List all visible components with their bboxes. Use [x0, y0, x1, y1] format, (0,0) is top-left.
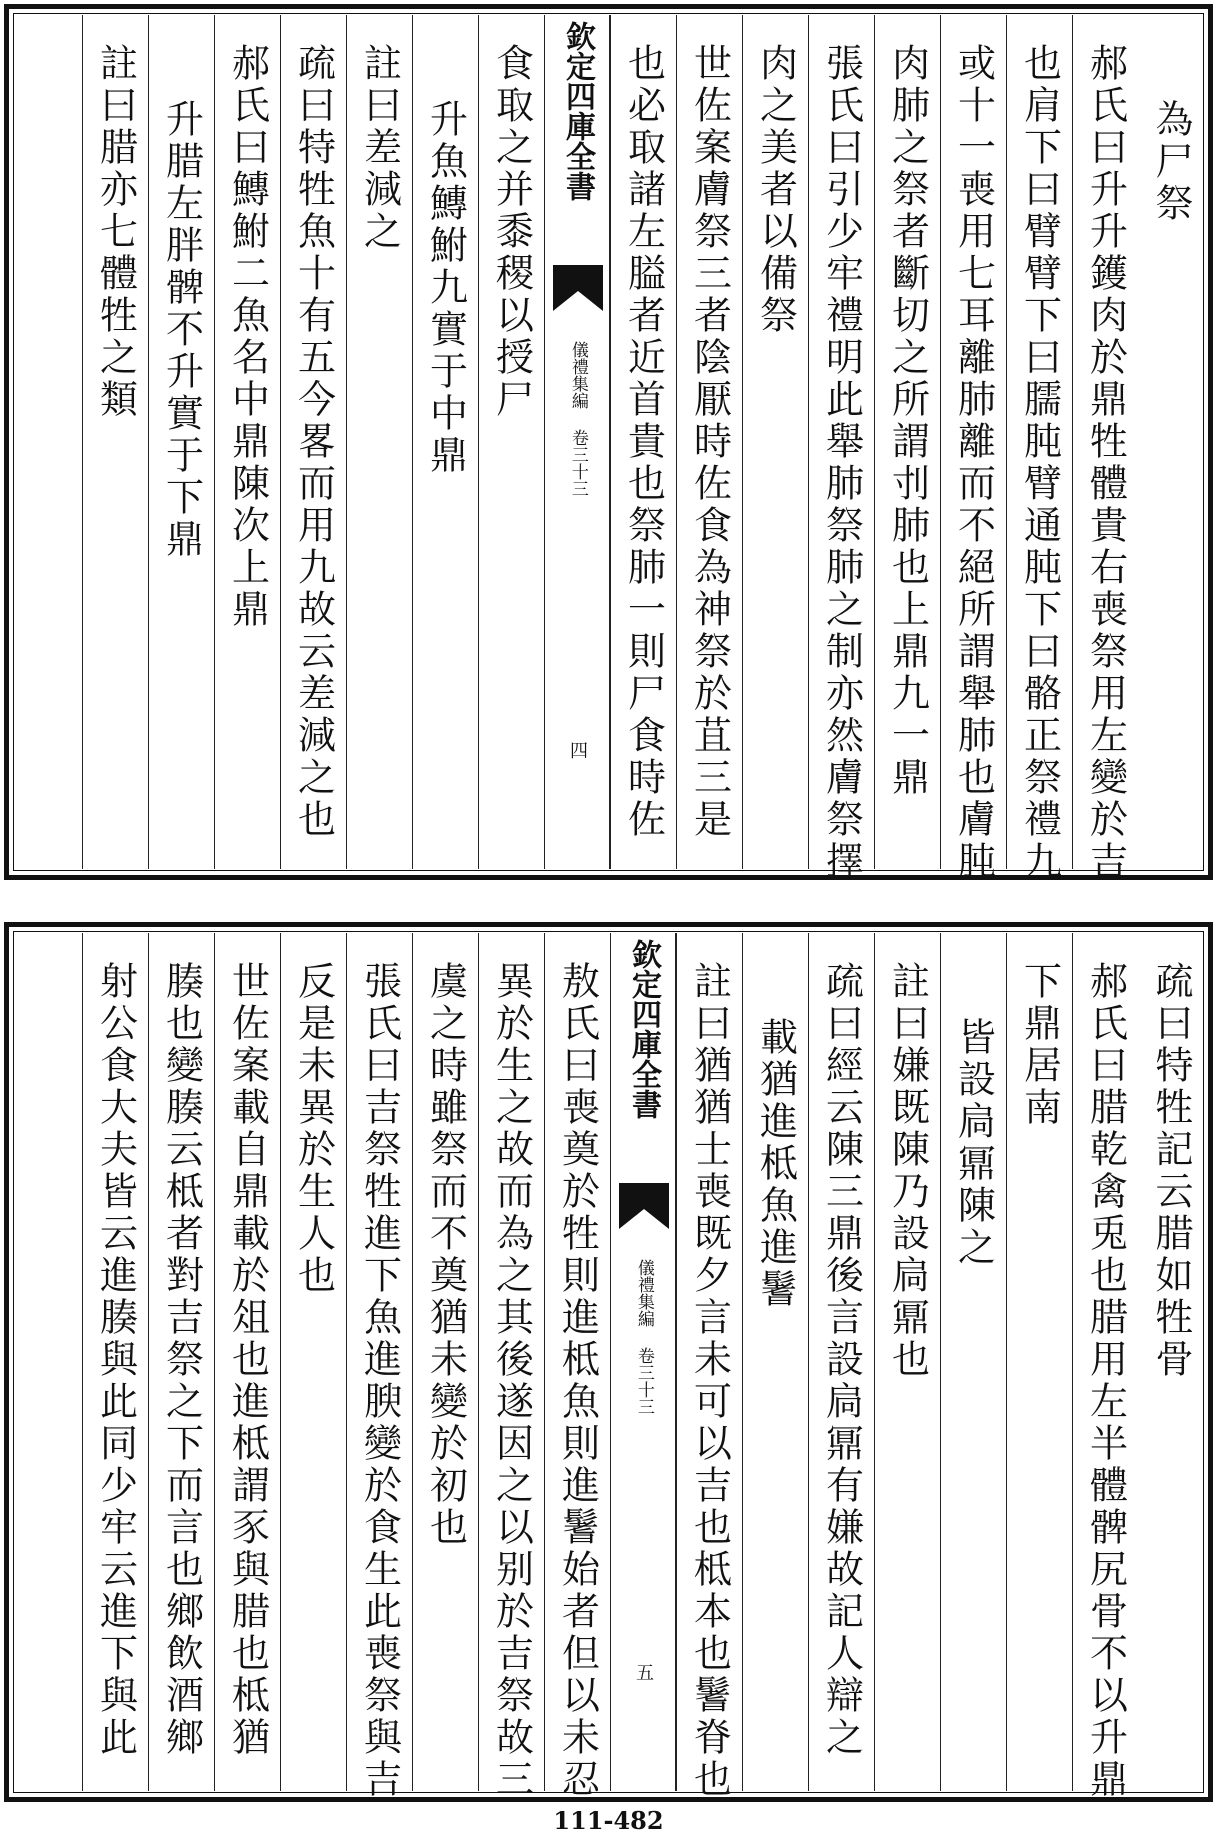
- text-column: [346, 933, 412, 1801]
- text-column: [1006, 15, 1072, 883]
- column-text: 郝氏曰腊乾禽兎也腊用左半體髀尻骨不以升鼎: [1083, 961, 1128, 1801]
- column-text: 食取之并黍稷以授尸: [489, 43, 534, 421]
- column-text: 虞之時雖祭而不奠猶未變於初也: [423, 961, 468, 1549]
- text-column: [1072, 15, 1138, 883]
- column-text: 世佐案膚祭三者陰厭時佐食為神祭於苴三是: [687, 43, 732, 841]
- text-column: [214, 933, 280, 1791]
- text-column: [478, 15, 544, 869]
- text-column: [148, 933, 214, 1791]
- text-column: [940, 15, 1006, 883]
- column-text: 射公食大夫皆云進腠與此同少牢云進下與此: [93, 961, 138, 1759]
- text-column: [214, 15, 280, 869]
- text-column: [346, 15, 412, 869]
- column-text: 皆設扃鼏陳之: [951, 1017, 996, 1269]
- top-page-panel: [4, 4, 1213, 883]
- book-title: 欽定四庫全書: [560, 21, 595, 201]
- column-text: 腠也變腠云柢者對吉祭之下而言也鄉飲酒鄉: [159, 961, 204, 1759]
- column-text: 郝氏曰升升鑊肉於鼎牲體貴右喪祭用左變於吉: [1083, 43, 1128, 883]
- column-text: 也必取諸左膉者近首貴也祭肺一則尸食時佐: [621, 43, 666, 841]
- column-text: 下鼎居南: [1017, 961, 1062, 1129]
- text-column: [1138, 933, 1204, 1791]
- text-column: [808, 15, 874, 883]
- column-text: 疏曰特牲記云腊如牲骨: [1149, 961, 1193, 1381]
- folio-number: 四: [567, 741, 588, 759]
- text-column: [280, 15, 346, 869]
- column-text: 張氏曰吉祭牲進下魚進腴變於食生此喪祭與吉: [357, 961, 402, 1801]
- text-column: [544, 933, 610, 1801]
- column-text: 反是未異於生人也: [291, 961, 336, 1297]
- column-text: 郝氏曰鱄鮒二魚名中鼎陳次上鼎: [225, 43, 270, 631]
- text-column: [874, 933, 940, 1791]
- volume-label: 儀禮集編 卷三十三: [567, 341, 588, 497]
- text-column: [808, 933, 874, 1791]
- text-column: [610, 15, 676, 869]
- text-column: [676, 15, 742, 869]
- column-text: 肉肺之祭者斷切之所謂刌肺也上鼎九一鼎: [885, 43, 930, 799]
- text-column: [82, 15, 148, 869]
- text-column: [742, 15, 808, 869]
- text-column: [148, 15, 214, 869]
- column-text: 為尸祭: [1149, 99, 1193, 225]
- bottom-page-panel: [4, 922, 1213, 1802]
- fishtail-mark-icon: [619, 1183, 669, 1229]
- column-text: 異於生之故而為之其後遂因之以别於吉祭故三: [489, 961, 534, 1801]
- page-number: 111-482: [553, 1806, 664, 1835]
- column-text: 註曰差減之: [357, 43, 402, 253]
- column-text: 世佐案載自鼎載於俎也進柢謂豕與腊也柢猶: [225, 961, 270, 1759]
- fishtail-mark-icon: [553, 265, 603, 311]
- text-column: [676, 933, 742, 1801]
- text-column: [412, 15, 478, 869]
- column-text: 升腊左胖髀不升實于下鼎: [159, 99, 204, 561]
- column-text: 載猶進柢魚進鬐: [753, 1017, 798, 1311]
- text-column: [742, 933, 808, 1791]
- column-text: 註曰嫌既陳乃設扃鼏也: [885, 961, 930, 1381]
- text-column: [940, 933, 1006, 1791]
- text-column: [478, 933, 544, 1801]
- column-text: 註曰腊亦七體牲之類: [93, 43, 138, 421]
- column-text: 疏曰特牲魚十有五今畧而用九故云差減之也: [291, 43, 336, 841]
- book-title: 欽定四庫全書: [626, 939, 661, 1119]
- column-text: 張氏曰引少牢禮明此舉肺祭肺之制亦然膚祭擇: [819, 43, 864, 883]
- text-column: [412, 933, 478, 1791]
- column-text: 或十一喪用七耳離肺離而不絕所謂舉肺也膚肫: [951, 43, 996, 883]
- text-column: [1006, 933, 1072, 1791]
- text-column: [874, 15, 940, 869]
- text-column: [1138, 15, 1204, 869]
- column-text: 肉之美者以備祭: [753, 43, 798, 337]
- folio-number: 五: [633, 1663, 654, 1681]
- column-text: 升魚鱄鮒九實于中鼎: [423, 99, 468, 477]
- column-text: 疏曰經云陳三鼎後言設扃鼏有嫌故記人辯之: [819, 961, 864, 1759]
- volume-label: 儀禮集編 卷三十三: [633, 1259, 654, 1415]
- column-text: 也肩下曰臂臂下曰臑肫臂通肫下曰骼正祭禮九: [1017, 43, 1062, 883]
- text-column: [280, 933, 346, 1791]
- column-text: 敖氏曰喪奠於牲則進柢魚則進鬐始者但以未忍: [555, 961, 600, 1801]
- text-column: [1072, 933, 1138, 1801]
- center-fold-column: [610, 933, 676, 1791]
- column-text: 註曰猶猶士喪既夕言未可以吉也柢本也鬐脊也: [687, 961, 732, 1801]
- text-column: [82, 933, 148, 1791]
- center-fold-column: [544, 15, 610, 869]
